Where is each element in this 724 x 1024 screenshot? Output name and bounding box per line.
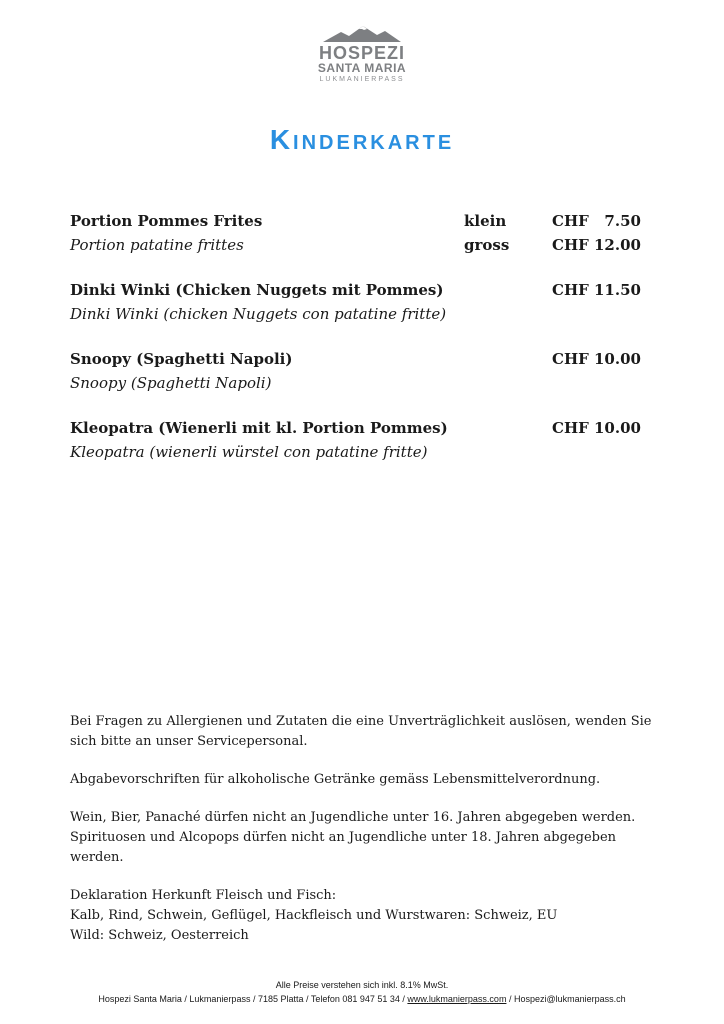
item-name-de: Portion Pommes Frites	[70, 212, 263, 230]
address-text: Hospezi Santa Maria / Lukmanierpass / 7185 Platta / Telefon 081 947 51 34 /	[98, 994, 408, 1004]
page-title: Kinderkarte	[269, 124, 455, 155]
item-name-it: Dinki Winki (chicken Nuggets con patatine fritte)	[70, 305, 447, 323]
email-text: / Hospezi@lukmanierpass.ch	[506, 994, 626, 1004]
item-name-de: Snoopy (Spaghetti Napoli)	[70, 350, 293, 368]
website-link[interactable]: www.lukmanierpass.com	[407, 994, 507, 1004]
allergy-note: Bei Fragen zu Allergienen und Zutaten die eine Unverträglichkeit auslösen, wenden Sie sich bitte an unser Servicepersonal.	[70, 714, 652, 749]
item-price: CHF 10.00	[552, 350, 641, 368]
item-name-it: Kleopatra (wienerli würstel con patatine fritte)	[70, 443, 428, 461]
mountain-icon	[323, 26, 401, 42]
notes-section	[70, 712, 660, 964]
menu-item	[70, 278, 650, 326]
item-price: CHF 11.50	[552, 281, 641, 299]
age-16-note: Wein, Bier, Panaché dürfen nicht an Jugendliche unter 16. Jahren abgegeben werden.	[70, 810, 636, 825]
origin-meat: Kalb, Rind, Schwein, Geflügel, Hackfleisch und Wurstwaren: Schweiz, EU	[70, 908, 558, 923]
age-18-note: Spirituosen und Alcopops dürfen nicht an Jugendliche unter 18. Jahren abgegeben werden.	[70, 830, 617, 865]
origin-title: Deklaration Herkunft Fleisch und Fisch:	[70, 888, 337, 903]
alcohol-rules-note: Abgabevorschriften für alkoholische Getränke gemäss Lebensmittelverordnung.	[70, 772, 601, 787]
item-name-de: Kleopatra (Wienerli mit kl. Portion Pommes)	[70, 419, 448, 437]
menu-list	[70, 209, 650, 485]
menu-item	[70, 209, 650, 257]
item-price: CHF 7.50	[552, 212, 641, 230]
logo	[0, 26, 724, 85]
age-restrictions	[70, 808, 660, 868]
origin-game: Wild: Schweiz, Oesterreich	[70, 928, 249, 943]
menu-item	[70, 416, 650, 464]
item-name-it: Snoopy (Spaghetti Napoli)	[70, 374, 272, 392]
menu-item	[70, 347, 650, 395]
brand-subname: SANTA MARIA	[317, 61, 407, 75]
item-price: CHF 12.00	[552, 236, 641, 254]
contact-line	[0, 992, 724, 1006]
item-size: gross	[464, 236, 510, 254]
item-name-it: Portion patatine frittes	[70, 236, 244, 254]
item-price: CHF 10.00	[552, 419, 641, 437]
item-size: klein	[464, 212, 507, 230]
origin-declaration	[70, 886, 660, 946]
brand-name: HOSPEZI	[318, 43, 405, 63]
vat-note: Alle Preise verstehen sich inkl. 8.1% MwSt.	[275, 980, 449, 990]
item-name-de: Dinki Winki (Chicken Nuggets mit Pommes)	[70, 281, 444, 299]
brand-tagline: LUKMANIERPASS	[319, 76, 405, 83]
footer	[0, 978, 724, 1006]
